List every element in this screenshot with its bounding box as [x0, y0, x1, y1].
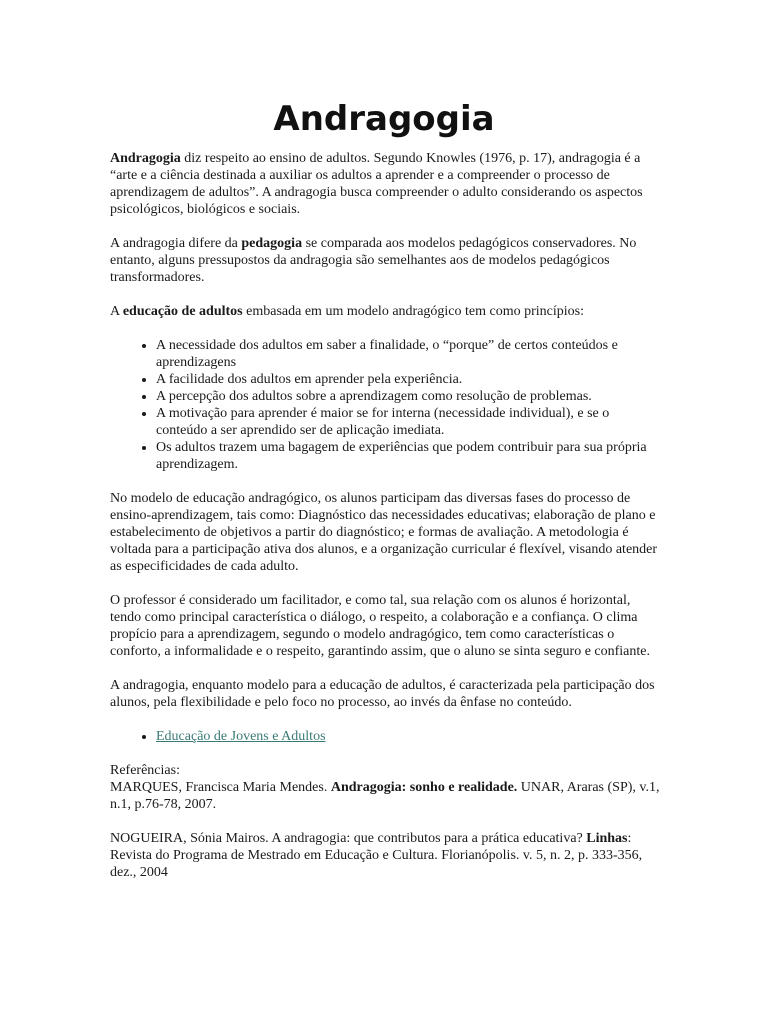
article-body	[110, 150, 662, 898]
principles-intro-1: A	[110, 304, 123, 319]
term-andragogia: Andragogia	[110, 151, 181, 166]
reference-1-text-1: MARQUES, Francisca Maria Mendes.	[110, 780, 331, 795]
reference-2-text-2: : Revista do Programa de Mestrado em Educação e Cultura. Florianópolis. v. 5, n. 2, p. 333-356, dez., 2004	[110, 831, 643, 880]
pedagogy-text-1: A andragogia difere da	[110, 236, 242, 251]
reference-2	[110, 830, 662, 881]
paragraph-principles-intro	[110, 303, 662, 320]
page-title: Andragogia	[273, 99, 495, 139]
principles-list	[110, 337, 662, 473]
pedagogy-text-2: se comparada aos modelos pedagógicos conservadores. No entanto, alguns pressupostos da andragogia são semelhantes aos de modelos pedagógicos transformadores.	[110, 236, 637, 285]
intro-text: diz respeito ao ensino de adultos. Segundo Knowles (1976, p. 17), andragogia é a “arte e a ciência destinada a auxiliar os adultos a aprender e a compreender o processo de aprendizagem de adultos”. A andragogia busca compreender o adulto considerando os aspectos psicológicos, biológicos e sociais.	[110, 151, 643, 217]
reference-1-text-2: UNAR, Araras (SP), v.1, n.1, p.76-78, 2007.	[110, 780, 660, 812]
list-item: • A necessidade dos adultos em saber a finalidade, o “porque” de certos conteúdos e aprendizagens	[156, 337, 662, 371]
paragraph-summary: A andragogia, enquanto modelo para a educação de adultos, é caracterizada pela participação dos alunos, pela flexibilidade e pelo foco no processo, ao invés da ênfase no conteúdo.	[110, 678, 655, 710]
list-item: • A facilidade dos adultos em aprender pela experiência.	[156, 371, 662, 388]
term-educacao-adultos: educação de adultos	[122, 304, 243, 319]
reference-1-title: Andragogia: sonho e realidade.	[330, 780, 518, 795]
paragraph-intro	[110, 150, 662, 218]
reference-2-title: Linhas	[586, 831, 628, 846]
paragraph-model: No modelo de educação andragógico, os alunos participam das diversas fases do processo de ensino-aprendizagem, tais como: Diagnóstico das necessidades educativas; elaboração de plano e estabelecimento de objetivos a partir do diagnóstico; e formas de avaliação. A metodologia é voltada para a participação ativa dos alunos, e a organização curricular é flexível, visando atender as especificidades de cada adulto.	[110, 491, 658, 574]
related-link-eja[interactable]: Educação de Jovens e Adultos	[156, 729, 326, 744]
list-item: • Os adultos trazem uma bagagem de experiências que podem contribuir para sua própria aprendizagem.	[156, 439, 662, 473]
principles-intro-2: embasada em um modelo andragógico tem como princípios:	[242, 304, 584, 319]
references-block	[110, 762, 662, 813]
list-item: • A percepção dos adultos sobre a aprendizagem como resolução de problemas.	[156, 388, 662, 405]
list-item	[156, 728, 662, 745]
paragraph-teacher: O professor é considerado um facilitador, e como tal, sua relação com os alunos é horizontal, tendo como principal característica o diálogo, o respeito, a colaboração e a confiança. O clima propício para a aprendizagem, segundo o modelo andragógico, tem como características o conforto, a informalidade e o respeito, garantindo assim, que o aluno se sinta seguro e confiante.	[110, 593, 650, 659]
term-pedagogia: pedagogia	[241, 236, 303, 251]
references-heading: Referências:	[110, 763, 180, 778]
reference-2-text-1: NOGUEIRA, Sónia Mairos. A andragogia: que contributos para a prática educativa?	[110, 831, 587, 846]
related-links-list	[110, 728, 662, 745]
list-item: • A motivação para aprender é maior se for interna (necessidade individual), e se o conteúdo a ser aprendido ser de aplicação imediata.	[156, 405, 662, 439]
paragraph-pedagogy	[110, 235, 662, 286]
